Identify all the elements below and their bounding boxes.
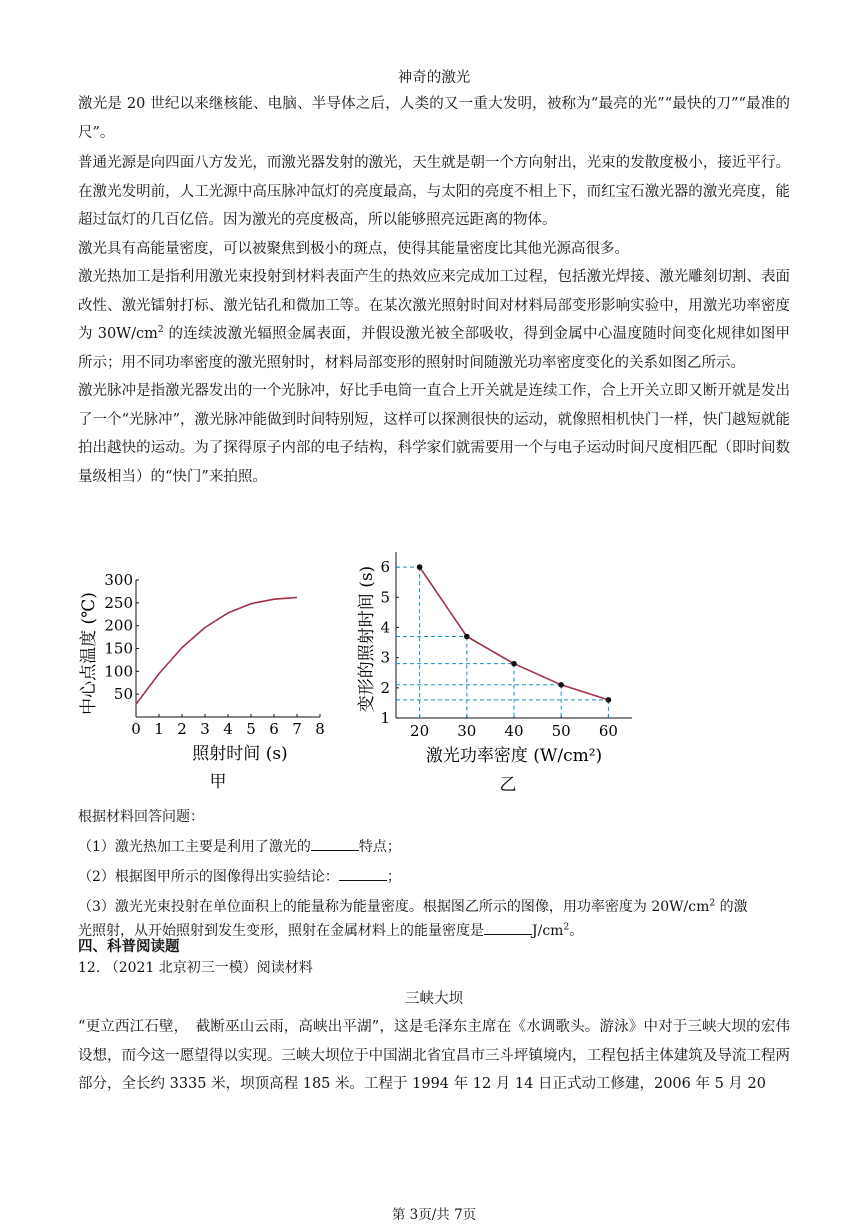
page-footer: 第 3页/共 7页 — [391, 1207, 477, 1223]
x-tick-label: 2 — [177, 720, 187, 738]
y-tick-label: 50 — [113, 685, 133, 704]
y-tick-label: 2 — [380, 678, 390, 697]
data-point — [558, 682, 564, 688]
x-tick-label: 0 — [131, 720, 141, 738]
y-tick-label: 150 — [104, 639, 133, 658]
x-tick-label: 3 — [200, 720, 210, 738]
paragraph-5: 激光脉冲是指激光器发出的一个光脉冲，好比手电筒一直合上开关就是连续工作，合上开关立即又断开就是发出了一个“光脉冲”，激光脉冲能做到时间特别短，这样可以探测很快的运动，就像照相机快门一样，快门越短就能拍出越快的运动。为了探得原子内部的电子结构，科学家们就需要用一个与电子运动时间尺度相匹配（即时间数量级相当）的“快门”来拍照。 — [78, 383, 790, 485]
superscript: 2 — [563, 922, 570, 933]
article-2-paragraph-1: “更立西江石壁， 截断巫山云雨，高峡出平湖”，这是毛泽东主席在《水调歌头。游泳》中对于三峡大坝的宏伟设想，而今这一愿望得以实现。三峡大坝位于中国湖北省宜昌市三斗坪镇境内，工程包括主体建筑及导流工程两部分，全长约 3335 米，坝顶高程 185 米。工程于 1994 年 12 月 14 日正式动工修建，2006 年 5 月 20 — [78, 1019, 790, 1092]
superscript: 2 — [157, 325, 164, 336]
x-tick-label: 4 — [223, 720, 233, 738]
question-3-text-a: （3）激光光束投射在单位面积上的能量称为能量密度。根据图乙所示的图像，用功率密度为 20W/cm — [78, 899, 710, 915]
article-body — [78, 90, 790, 491]
x-tick-label: 40 — [504, 722, 524, 740]
y-tick-label: 5 — [380, 588, 390, 607]
article-2-body — [78, 1013, 790, 1099]
chart-jia — [70, 560, 350, 800]
article-2-title: 三峡大坝 — [405, 991, 463, 1007]
data-point — [606, 697, 612, 703]
answer-blank-1[interactable] — [311, 836, 359, 851]
paragraph-4-part-b: 的连续波激光辐照金属表面，并假设激光被全部吸收，得到金属中心温度随时间变化规律如图甲所示；用不同功率密度的激光照射时，材料局部变形的照射时间随激光功率密度变化的关系如图乙所示。 — [78, 326, 790, 371]
paragraph-4-part-a: 激光热加工是指利用激光束投射到材料表面产生的热效应来完成加工过程，包括激光焊接、激光雕刻切割、表面改性、激光镭射打标、激光钻孔和微加工等。在某次激光照射时间对材料局部变形影响实验中，用激光功率密度为 30W/cm — [78, 269, 790, 342]
question-3 — [78, 895, 790, 943]
x-tick-label: 20 — [410, 722, 430, 740]
question-1-text-b: 特点； — [358, 839, 401, 855]
question-3-text-c: 光照射，从开始照射到发生变形，照射在金属材料上的能量密度是 — [78, 923, 484, 939]
questions-intro: 根据材料回答问题： — [78, 809, 204, 825]
x-tick-label: 7 — [292, 720, 302, 738]
question-3-text-b: 的激 — [715, 899, 748, 915]
data-point — [417, 564, 423, 570]
question-3-text-e: 。 — [569, 923, 584, 939]
paragraph-4 — [78, 263, 790, 377]
x-tick-label: 5 — [246, 720, 256, 738]
paragraph-3: 激光具有高能量密度，可以被聚焦到极小的斑点，使得其能量密度比其他光源高很多。 — [78, 240, 629, 257]
x-tick-label: 8 — [315, 720, 325, 738]
y-tick-label: 1 — [380, 709, 390, 727]
y-tick-label: 6 — [380, 558, 390, 577]
y-tick-label: 300 — [104, 571, 133, 589]
y-axis-label: 中心点温度 (℃) — [79, 592, 99, 715]
questions — [78, 805, 790, 943]
x-tick-label: 1 — [154, 720, 164, 738]
x-tick-label: 30 — [457, 722, 477, 740]
answer-blank-3[interactable] — [484, 920, 532, 935]
y-tick-label: 250 — [104, 593, 133, 612]
x-tick-label: 60 — [598, 722, 618, 740]
y-tick-label: 100 — [104, 662, 133, 681]
y-tick-label: 3 — [380, 648, 390, 667]
question-1-text-a: （1）激光热加工主要是利用了激光的 — [78, 839, 311, 855]
answer-blank-2[interactable] — [339, 866, 387, 881]
y-tick-label: 200 — [104, 616, 133, 635]
article-title: 神奇的激光 — [397, 70, 471, 86]
question-2 — [78, 865, 790, 889]
chart-caption: 乙 — [499, 775, 517, 795]
paragraph-2: 普通光源是向四面八方发光，而激光器发射的激光，天生就是朝一个方向射出，光束的发散度极小，接近平行。在激光发明前，人工光源中高压脉冲氙灯的亮度最高，与太阳的亮度不相上下，而红宝石激光器的激光亮度，能超过氙灯的几百亿倍。因为激光的亮度极高，所以能够照亮远距离的物体。 — [78, 155, 790, 228]
x-axis-label: 照射时间 (s) — [192, 744, 288, 764]
question-item-header: 12. （2021 北京初三一模）阅读材料 — [78, 960, 313, 976]
data-point — [511, 661, 517, 667]
x-tick-label: 50 — [551, 722, 571, 740]
y-tick-label: 4 — [380, 618, 390, 637]
superscript: 2 — [709, 898, 716, 909]
question-2-text-a: （2）根据图甲所示的图像得出实验结论： — [78, 869, 339, 885]
data-point — [464, 634, 470, 640]
y-axis-label: 变形的照射时间 (s) — [357, 565, 377, 713]
paragraph-1: 激光是 20 世纪以来继核能、电脑、半导体之后，人类的又一重大发明，被称为“最亮的光”“最快的刀”“最准的尺”。 — [78, 96, 790, 141]
chart-caption: 甲 — [209, 772, 227, 792]
section-heading: 四、科普阅读题 — [78, 939, 180, 955]
temperature-curve — [136, 597, 297, 704]
chart-yi — [352, 548, 642, 800]
question-2-text-b: ； — [386, 869, 401, 885]
question-3-unit: J/cm — [532, 923, 564, 939]
question-1 — [78, 835, 790, 859]
x-tick-label: 6 — [269, 720, 279, 738]
x-axis-label: 激光功率密度 (W/cm²) — [425, 746, 603, 766]
